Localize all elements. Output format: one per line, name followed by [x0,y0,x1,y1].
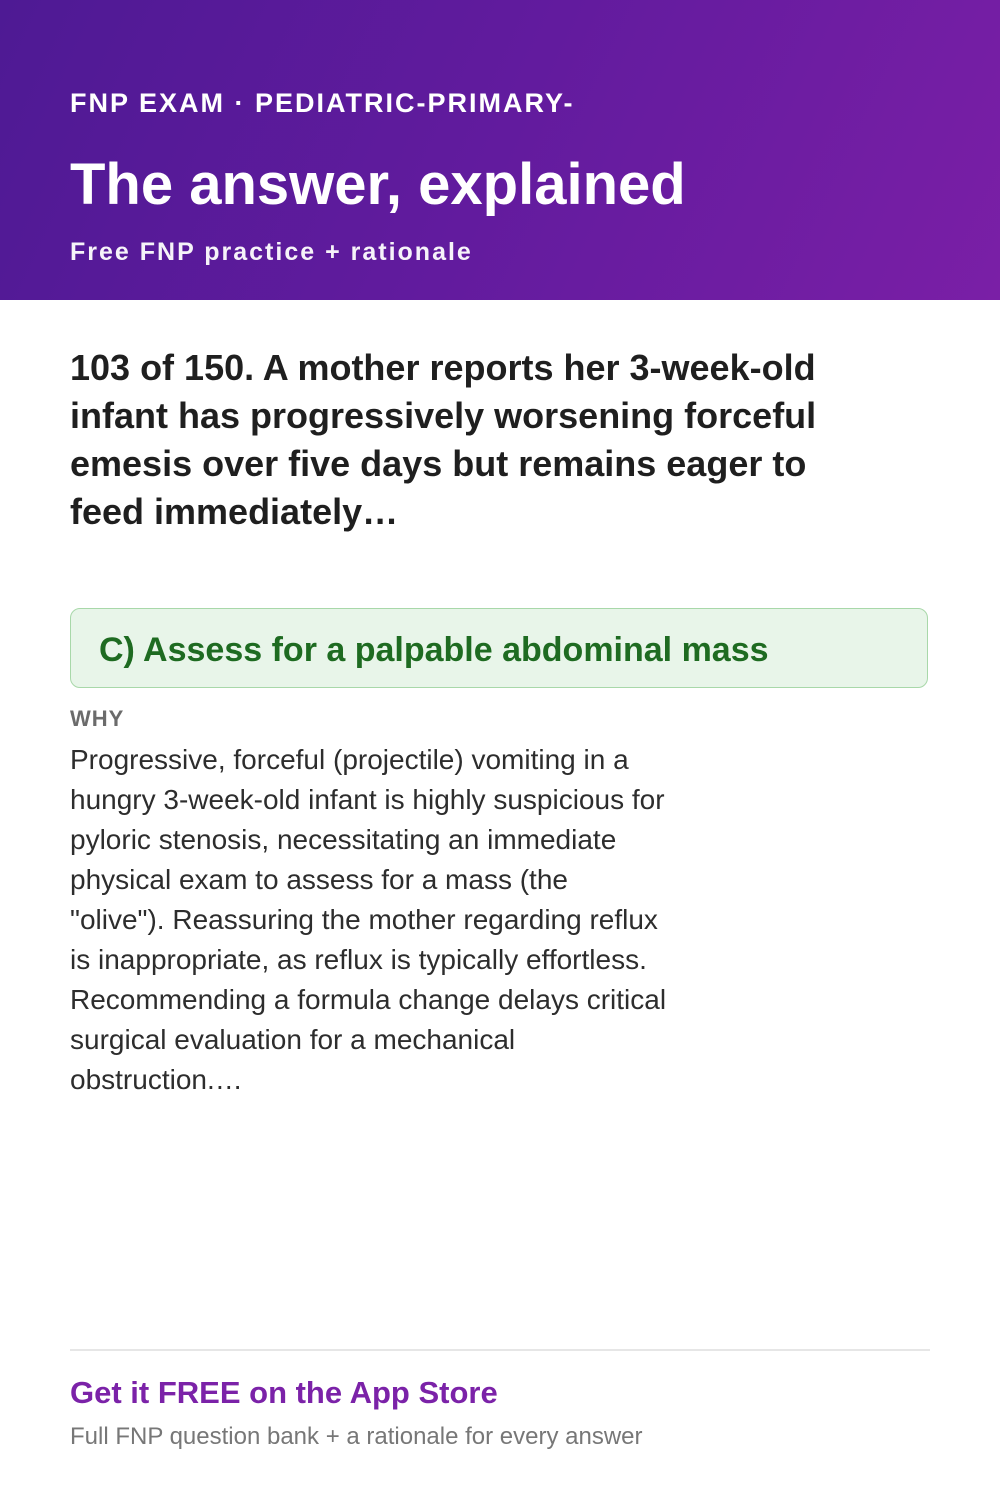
question-text: 103 of 150. A mother reports her 3-week-old infant has progressively worsening forceful emesis over five days but remains eager to feed immediately… [70,347,817,532]
app-store-link[interactable]: Get it FREE on the App Store [70,1375,498,1410]
page-title: The answer, explained [70,152,686,217]
header-banner [0,0,1000,300]
exam-category-label: FNP EXAM · PEDIATRIC-PRIMARY- [70,88,575,118]
rationale-label: WHY [70,706,125,731]
header-tagline: Free FNP practice + rationale [70,238,473,266]
rationale-text: Progressive, forceful (projectile) vomiting in a hungry 3-week-old infant is highly suspicious for pyloric stenosis, necessitating an immediate physical exam to assess for a mass (the "olive"). Reassuring the mother regarding reflux is inappropriate, as reflux is typically effortless. Recommending a formula change delays critical surgical evaluation for a mechanical obstruction.… [70,744,667,1095]
cta-subtext: Full FNP question bank + a rationale for every answer [70,1423,643,1450]
footer-divider [70,1349,930,1351]
correct-answer-box [70,608,928,688]
correct-answer-text: C) Assess for a palpable abdominal mass [99,631,769,669]
